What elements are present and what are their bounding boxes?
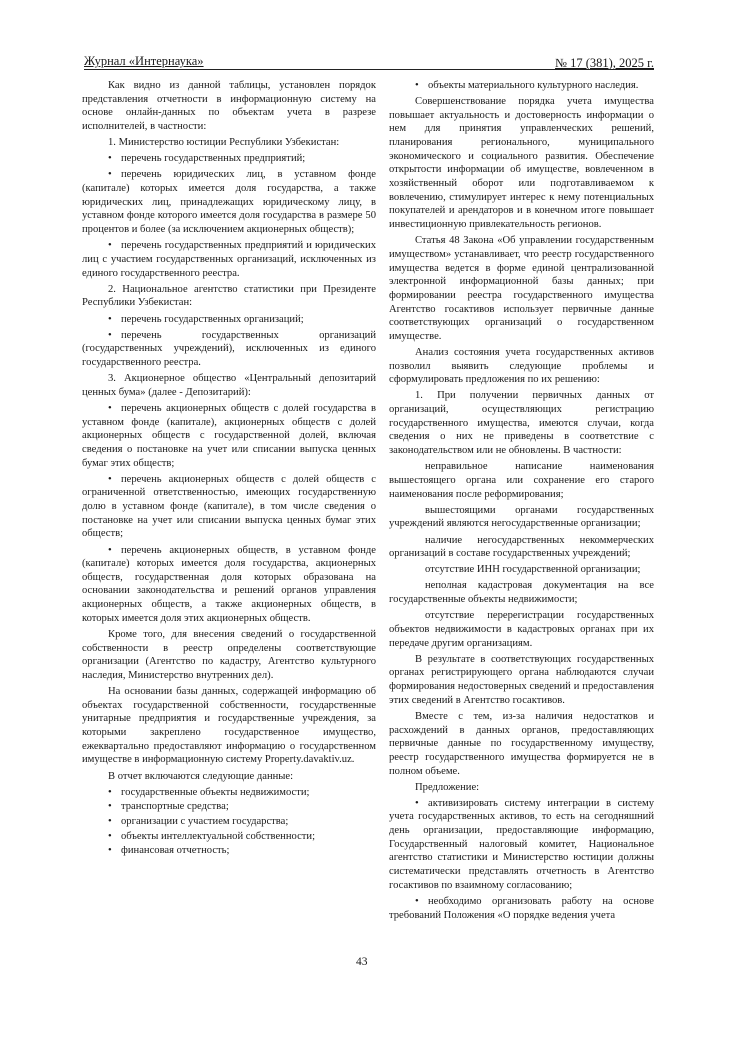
paragraph: Кроме того, для внесения сведений о государственной собственности в реестр определены соответствующие организации (Агентство по кадастру, Агентство культурного наследия, Министерство внутренних дел). — [82, 628, 376, 681]
bullet-item: • активизировать систему интеграции в систему учета государственных активов, то есть на сегодняшний день организации, предоставляющие информацию, Государственный налоговый комитет, Национальное агентство статистики и Министерство юстиции должны систематически представлять отчетность в Агентство госактивов по взаимному согласованию; — [389, 797, 654, 891]
bullet-icon: • — [415, 895, 419, 907]
bullet-item: • перечень государственных организаций (государственных учреждений), исключенных из единого государственного реестра. — [82, 329, 376, 368]
running-header — [84, 54, 654, 70]
bullet-icon: • — [108, 153, 112, 165]
bullet-item: • перечень акционерных обществ с долей обществ с ограниченной ответственностью, имеющих государственную долю в уставном фонде (капитале), в том числе сведения о постановке на учет или списании выпуска ценных бумаг этих обществ; — [82, 473, 376, 540]
numbered-item: 1. Министерство юстиции Республики Узбекистан: — [108, 137, 340, 149]
bullet-item: • перечень акционерных обществ, в уставном фонде (капитале) которых имеется доля государства, акционерных обществ, государственная доля которых образована на основании законодательства и решений органов управления акционерных обществ, а также акционерных обществ, в которых имеется доля этих акционерных обществ. — [82, 544, 376, 624]
problem-item: неправильное написание наименования вышестоящего органа или сохранение его старого наименования после реформирования; — [389, 461, 654, 500]
bullet-icon: • — [108, 801, 112, 813]
page-number: 43 — [356, 956, 368, 968]
bullet-item: • перечень государственных предприятий и юридических лиц с участием государственных организаций, исключенных из единого государственного реестра. — [82, 240, 376, 279]
bullet-item: • перечень государственных организаций; — [108, 313, 304, 325]
bullet-item: • финансовая отчетность; — [108, 845, 230, 857]
bullet-icon: • — [108, 329, 112, 341]
paragraph: На основании базы данных, содержащей информацию об объектах государственной собственности, государственные унитарные предприятия и государственные учреждения, за которыми закреплено государственное имущество, ежеквартально предоставляют информацию о государственном имуществе в информационную систему Property.davaktiv.uz. — [82, 686, 376, 766]
numbered-item: 3. Акционерное общество «Центральный депозитарий ценных бума» (далее - Депозитарий): — [82, 373, 376, 398]
problem-item: отсутствие ИНН государственной организации; — [425, 564, 641, 576]
left-column — [82, 79, 376, 859]
journal-title: Журнал «Интернаука» — [84, 54, 204, 68]
bullet-icon: • — [108, 815, 112, 827]
numbered-item: 2. Национальное агентство статистики при Президенте Республики Узбекистан: — [82, 283, 376, 309]
bullet-item: • объекты интеллектуальной собственности; — [108, 830, 316, 842]
problem-item: наличие негосударственных некоммерческих организаций в составе государственных учреждений; — [389, 534, 654, 560]
paragraph: Вместе с тем, из-за наличия недостатков и расхождений в данных органов, предоставляющих первичные данные по государственному имуществу, реестр государственного имущества формируется не в полном объеме. — [389, 710, 654, 777]
bullet-item: • перечень государственных предприятий; — [108, 153, 306, 165]
problem-item: отсутствие перерегистрации государственных объектов недвижимости в кадастровых органах при их передаче другим организациям. — [389, 610, 654, 649]
bullet-item: • необходимо организовать работу на основе требований Положения «О порядке ведения учета — [389, 895, 654, 921]
bullet-icon: • — [415, 797, 419, 809]
bullet-icon: • — [108, 845, 112, 857]
bullet-item: • объекты материального культурного наследия. — [415, 80, 639, 91]
bullet-icon: • — [108, 473, 112, 485]
issue-number: № 17 (381), 2025 г. — [555, 56, 654, 70]
paragraph: Как видно из данной таблицы, установлен порядок представления отчетности в информационную систему на основе онлайн-данных по объектам учета в разрезе исполнителей, в частности: — [82, 80, 376, 132]
right-column — [389, 79, 654, 925]
paragraph: Статья 48 Закона «Об управлении государственным имуществом» устанавливает, что реестр государственного имущества ведется в форме единой централизованной электронной информационной базы данных; при формировании реестра государственного имущества Агентство госактивов использует первичные данные соответствующих организаций о государственном имуществе. — [389, 235, 654, 342]
paragraph: Анализ состояния учета государственных активов позволил выявить следующие проблемы и сформулировать предложения по их решению: — [389, 346, 654, 386]
header-rule — [84, 69, 654, 70]
paragraph: Совершенствование порядка учета имущества повышает актуальность и достоверность информации о нем для принятия управленческих решений, планирования регионального, муниципального экономического и социального развития. Обеспечение открытости информации об имуществе, вовлеченном в хозяйственный оборот или подготавливаемом к вовлечению, стимулирует интерес к нему потенциальных покупателей и арендаторов и в конечном итоге повышает инвестиционную привлекательность регионов. — [389, 96, 654, 231]
bullet-icon: • — [108, 169, 112, 181]
section-label: Предложение: — [415, 781, 480, 793]
paragraph: В результате в соответствующих государственных органах регистрирующего органа наблюдаются случаи формирования недостоверных сведений и предоставления этих сведений в Агентство госактивов. — [389, 653, 654, 706]
bullet-icon: • — [108, 402, 112, 414]
problem-item: вышестоящими органами государственных учреждений являются негосударственные организации; — [389, 504, 654, 530]
bullet-icon: • — [108, 313, 112, 325]
bullet-item: • государственные объекты недвижимости; — [108, 786, 310, 798]
bullet-icon: • — [108, 786, 112, 798]
bullet-item: • перечень акционерных обществ с долей государства в уставном фонде (капитале), акционерных обществ с долей акционерных обществ с государственной долей, включая сведения о постановке на учет или списании выпуска ценных бумаг этих обществ; — [82, 402, 376, 469]
bullet-item: • перечень юридических лиц, в уставном фонде (капитале) которых имеется доля государства, а также юридических лиц, принадлежащих юридическому лицу, в уставном фонде которого имеется доля государства в размере 50 процентов и более (за исключением акционерных обществ); — [82, 169, 376, 236]
bullet-item: • транспортные средства; — [108, 801, 229, 813]
bullet-icon: • — [415, 80, 419, 91]
numbered-item: 1. При получении первичных данных от организаций, осуществляющих регистрацию государственного имущества, имеются случаи, когда сведения о них не приведены в соответствие с законодательством или не обновлены. В частности: — [389, 390, 654, 457]
bullet-icon: • — [108, 240, 112, 252]
paragraph: В отчет включаются следующие данные: — [108, 770, 294, 782]
bullet-item: • организации с участием государства; — [108, 815, 289, 827]
problem-item: неполная кадастровая документация на все государственные объекты недвижимости; — [389, 580, 654, 606]
bullet-icon: • — [108, 544, 112, 556]
bullet-icon: • — [108, 830, 112, 842]
